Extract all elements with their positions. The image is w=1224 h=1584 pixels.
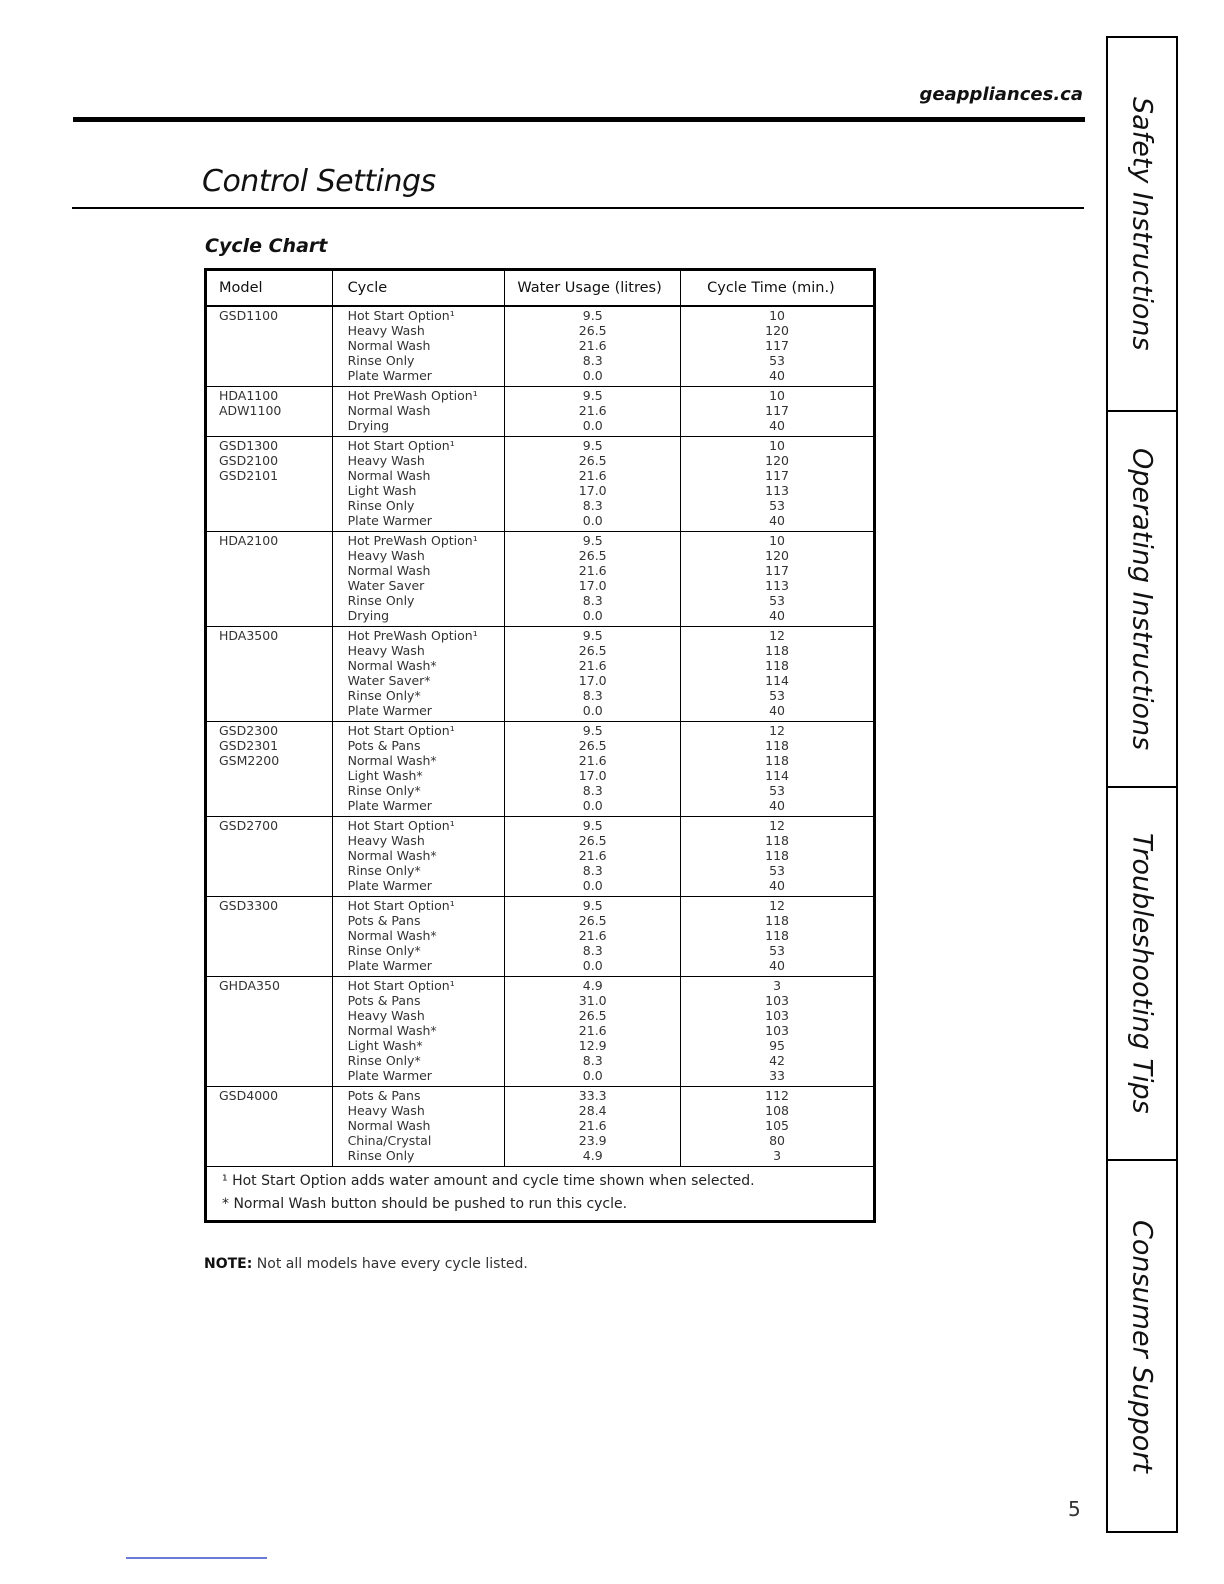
cycle-name: Light Wash* — [347, 768, 423, 783]
model-name: GSD2300 — [219, 723, 279, 738]
section-title: Cycle Chart — [205, 235, 328, 257]
model-name: GSD2101 — [219, 468, 279, 483]
model-name: GSD4000 — [219, 1088, 279, 1103]
cycle-name: Rinse Only* — [347, 1053, 421, 1068]
model-name: GSM2200 — [219, 753, 280, 768]
cycle-name: Rinse Only* — [347, 688, 421, 703]
water-usage-value: 8.3 — [582, 1053, 603, 1068]
cycle-name: Rinse Only — [347, 353, 415, 368]
section-tabs — [1106, 36, 1178, 1533]
water-usage-value: 33.3 — [578, 1088, 607, 1103]
cycle-name: Plate Warmer — [347, 368, 432, 383]
cycle-time-value: 95 — [769, 1038, 785, 1053]
link-underline — [126, 1557, 267, 1559]
cycle-cell — [332, 897, 505, 977]
water-usage-value: 0.0 — [582, 703, 603, 718]
cycle-name: Hot PreWash Option¹ — [347, 533, 478, 548]
cycle-name: Normal Wash* — [347, 928, 437, 943]
water-usage-value: 0.0 — [582, 958, 603, 973]
page-title: Control Settings — [202, 164, 436, 199]
cycle-time-value: 118 — [765, 928, 789, 943]
water-usage-value: 17.0 — [578, 578, 607, 593]
cycle-time-value: 118 — [765, 913, 789, 928]
footnotes — [206, 1167, 875, 1222]
cycle-name: Rinse Only* — [347, 943, 421, 958]
water-usage-value: 21.6 — [578, 1023, 607, 1038]
cycle-name: Hot Start Option¹ — [347, 308, 455, 323]
model-name: HDA3500 — [219, 628, 279, 643]
table-header-row — [206, 270, 875, 307]
water-usage-cell — [505, 722, 681, 817]
water-usage-value: 26.5 — [578, 548, 607, 563]
cycle-name: Drying — [347, 608, 390, 623]
cycle-time-value: 118 — [765, 643, 789, 658]
model-name: GSD1100 — [219, 308, 279, 323]
column-header-cycle: Cycle — [332, 270, 505, 307]
water-usage-value: 26.5 — [578, 643, 607, 658]
water-usage-value: 21.6 — [578, 403, 607, 418]
cycle-time-value: 120 — [765, 453, 789, 468]
cycle-name: Heavy Wash — [347, 323, 425, 338]
water-usage-cell — [505, 627, 681, 722]
cycle-time-value: 117 — [765, 563, 789, 578]
water-usage-value: 23.9 — [578, 1133, 607, 1148]
model-name: GSD2301 — [219, 738, 279, 753]
cycle-name: Rinse Only — [347, 593, 415, 608]
cycle-name: Normal Wash — [347, 403, 431, 418]
cycle-time-value: 3 — [773, 978, 782, 993]
water-usage-value: 0.0 — [582, 368, 603, 383]
cycle-time-cell — [681, 387, 875, 437]
cycle-time-value: 118 — [765, 658, 789, 673]
cycle-time-cell — [681, 532, 875, 627]
column-header-water-usage: Water Usage (litres) — [505, 270, 681, 307]
cycle-time-value: 40 — [769, 368, 785, 383]
cycle-time-value: 105 — [765, 1118, 789, 1133]
model-name: GSD2100 — [219, 453, 279, 468]
model-cell — [206, 1087, 333, 1167]
cycle-name: Hot PreWash Option¹ — [347, 628, 478, 643]
cycle-time-value: 40 — [769, 878, 785, 893]
water-usage-value: 21.6 — [578, 753, 607, 768]
model-name: HDA2100 — [219, 533, 279, 548]
cycle-name: Hot Start Option¹ — [347, 898, 455, 913]
water-usage-value: 28.4 — [578, 1103, 607, 1118]
model-cell — [206, 817, 333, 897]
water-usage-value: 9.5 — [582, 628, 603, 643]
tab-label: Troubleshooting Tips — [1126, 833, 1158, 1114]
cycle-cell — [332, 722, 505, 817]
cycle-name: Normal Wash — [347, 563, 431, 578]
water-usage-value: 0.0 — [582, 418, 603, 433]
cycle-time-value: 118 — [765, 833, 789, 848]
cycle-name: Pots & Pans — [347, 993, 421, 1008]
cycle-time-value: 117 — [765, 403, 789, 418]
water-usage-value: 26.5 — [578, 453, 607, 468]
cycle-time-value: 103 — [765, 1023, 789, 1038]
cycle-name: Normal Wash — [347, 1118, 431, 1133]
cycle-name: Heavy Wash — [347, 1008, 425, 1023]
cycle-time-value: 113 — [765, 483, 789, 498]
footnote-normal-wash: * Normal Wash button should be pushed to run this cycle. — [222, 1196, 628, 1212]
cycle-chart-table — [204, 268, 876, 1223]
cycle-name: Plate Warmer — [347, 1068, 432, 1083]
tab-label: Operating Instructions — [1126, 447, 1158, 751]
water-usage-value: 4.9 — [582, 978, 603, 993]
cycle-time-cell — [681, 306, 875, 387]
cycle-time-value: 40 — [769, 418, 785, 433]
water-usage-value: 9.5 — [582, 533, 603, 548]
water-usage-cell — [505, 817, 681, 897]
model-cell — [206, 897, 333, 977]
cycle-time-cell — [681, 627, 875, 722]
cycle-time-value: 117 — [765, 468, 789, 483]
cycle-name: Normal Wash — [347, 338, 431, 353]
cycle-time-value: 40 — [769, 513, 785, 528]
note-label: NOTE: — [204, 1256, 253, 1272]
footnote-row — [206, 1167, 875, 1222]
cycle-time-value: 108 — [765, 1103, 789, 1118]
cycle-name: Rinse Only — [347, 498, 415, 513]
cycle-cell — [332, 627, 505, 722]
cycle-time-value: 33 — [769, 1068, 785, 1083]
water-usage-value: 17.0 — [578, 483, 607, 498]
water-usage-value: 0.0 — [582, 513, 603, 528]
water-usage-value: 9.5 — [582, 723, 603, 738]
cycle-name: Light Wash — [347, 483, 417, 498]
model-cell — [206, 722, 333, 817]
cycle-time-cell — [681, 817, 875, 897]
water-usage-value: 0.0 — [582, 1068, 603, 1083]
model-name: ADW1100 — [219, 403, 282, 418]
cycle-name: Plate Warmer — [347, 703, 432, 718]
cycle-name: Normal Wash* — [347, 848, 437, 863]
cycle-time-value: 53 — [769, 863, 785, 878]
water-usage-cell — [505, 1087, 681, 1167]
cycle-time-value: 53 — [769, 783, 785, 798]
tab-troubleshooting-tips[interactable] — [1108, 788, 1176, 1161]
water-usage-value: 17.0 — [578, 673, 607, 688]
cycle-name: Normal Wash* — [347, 753, 437, 768]
cycle-name: Rinse Only* — [347, 863, 421, 878]
tab-operating-instructions[interactable] — [1108, 412, 1176, 788]
cycle-time-value: 53 — [769, 688, 785, 703]
note-text: Not all models have every cycle listed. — [252, 1256, 528, 1272]
model-name: HDA1100 — [219, 388, 279, 403]
cycle-time-value: 53 — [769, 498, 785, 513]
water-usage-value: 9.5 — [582, 898, 603, 913]
cycle-name: China/Crystal — [347, 1133, 432, 1148]
cycle-time-value: 40 — [769, 608, 785, 623]
cycle-name: Hot Start Option¹ — [347, 818, 455, 833]
table-row — [206, 817, 875, 897]
cycle-time-value: 113 — [765, 578, 789, 593]
cycle-name: Heavy Wash — [347, 1103, 425, 1118]
cycle-name: Pots & Pans — [347, 1088, 421, 1103]
water-usage-value: 9.5 — [582, 388, 603, 403]
water-usage-value: 21.6 — [578, 338, 607, 353]
cycle-cell — [332, 977, 505, 1087]
water-usage-value: 0.0 — [582, 608, 603, 623]
table-row — [206, 1087, 875, 1167]
site-url[interactable]: geappliances.ca — [919, 84, 1083, 105]
cycle-name: Drying — [347, 418, 390, 433]
cycle-time-value: 10 — [769, 308, 785, 323]
table-row — [206, 387, 875, 437]
cycle-name: Water Saver* — [347, 673, 431, 688]
cycle-name: Normal Wash* — [347, 1023, 437, 1038]
table-row — [206, 437, 875, 532]
cycle-name: Plate Warmer — [347, 513, 432, 528]
cycle-time-value: 118 — [765, 753, 789, 768]
cycle-time-value: 103 — [765, 993, 789, 1008]
cycle-time-value: 112 — [765, 1088, 789, 1103]
water-usage-value: 8.3 — [582, 593, 603, 608]
water-usage-value: 21.6 — [578, 563, 607, 578]
cycle-time-value: 10 — [769, 533, 785, 548]
cycle-name: Pots & Pans — [347, 738, 421, 753]
water-usage-value: 17.0 — [578, 768, 607, 783]
water-usage-value: 8.3 — [582, 688, 603, 703]
tab-consumer-support[interactable] — [1108, 1161, 1176, 1531]
header-rule — [73, 117, 1085, 122]
water-usage-value: 9.5 — [582, 818, 603, 833]
water-usage-value: 9.5 — [582, 308, 603, 323]
cycle-time-value: 118 — [765, 848, 789, 863]
table-row — [206, 977, 875, 1087]
model-cell — [206, 977, 333, 1087]
cycle-cell — [332, 387, 505, 437]
water-usage-value: 8.3 — [582, 863, 603, 878]
cycle-name: Hot Start Option¹ — [347, 438, 455, 453]
table-row — [206, 306, 875, 387]
water-usage-value: 21.6 — [578, 658, 607, 673]
cycle-name: Heavy Wash — [347, 453, 425, 468]
water-usage-value: 4.9 — [582, 1148, 603, 1163]
cycle-time-value: 10 — [769, 438, 785, 453]
model-cell — [206, 437, 333, 532]
water-usage-value: 26.5 — [578, 1008, 607, 1023]
cycle-cell — [332, 817, 505, 897]
cycle-cell — [332, 306, 505, 387]
cycle-name: Hot PreWash Option¹ — [347, 388, 478, 403]
water-usage-value: 26.5 — [578, 833, 607, 848]
cycle-time-cell — [681, 722, 875, 817]
cycle-time-value: 53 — [769, 593, 785, 608]
cycle-time-value: 80 — [769, 1133, 785, 1148]
note — [204, 1256, 528, 1272]
cycle-time-value: 118 — [765, 738, 789, 753]
cycle-cell — [332, 437, 505, 532]
cycle-name: Plate Warmer — [347, 958, 432, 973]
cycle-time-cell — [681, 1087, 875, 1167]
model-cell — [206, 306, 333, 387]
cycle-name: Heavy Wash — [347, 833, 425, 848]
cycle-name: Rinse Only* — [347, 783, 421, 798]
water-usage-cell — [505, 977, 681, 1087]
water-usage-cell — [505, 387, 681, 437]
cycle-time-value: 3 — [773, 1148, 782, 1163]
model-name: GSD1300 — [219, 438, 279, 453]
water-usage-value: 8.3 — [582, 353, 603, 368]
model-cell — [206, 532, 333, 627]
tab-label: Consumer Support — [1126, 1219, 1158, 1473]
cycle-time-value: 114 — [765, 768, 789, 783]
cycle-time-value: 12 — [769, 818, 785, 833]
cycle-time-value: 53 — [769, 353, 785, 368]
cycle-name: Hot Start Option¹ — [347, 723, 455, 738]
cycle-time-value: 53 — [769, 943, 785, 958]
cycle-name: Rinse Only — [347, 1148, 415, 1163]
model-name: GSD3300 — [219, 898, 279, 913]
model-cell — [206, 627, 333, 722]
cycle-name: Plate Warmer — [347, 798, 432, 813]
cycle-time-value: 120 — [765, 548, 789, 563]
water-usage-value: 8.3 — [582, 783, 603, 798]
water-usage-value: 8.3 — [582, 498, 603, 513]
water-usage-cell — [505, 437, 681, 532]
cycle-time-value: 103 — [765, 1008, 789, 1023]
page-number: 5 — [1068, 1497, 1081, 1521]
cycle-name: Hot Start Option¹ — [347, 978, 455, 993]
tab-label: Safety Instructions — [1126, 97, 1158, 351]
model-cell — [206, 387, 333, 437]
title-rule — [72, 207, 1084, 209]
cycle-time-cell — [681, 977, 875, 1087]
water-usage-value: 12.9 — [578, 1038, 607, 1053]
cycle-name: Heavy Wash — [347, 548, 425, 563]
cycle-name: Heavy Wash — [347, 643, 425, 658]
cycle-time-cell — [681, 897, 875, 977]
table-row — [206, 722, 875, 817]
water-usage-value: 0.0 — [582, 878, 603, 893]
cycle-time-cell — [681, 437, 875, 532]
table-body — [206, 306, 875, 1167]
water-usage-cell — [505, 532, 681, 627]
water-usage-value: 0.0 — [582, 798, 603, 813]
cycle-cell — [332, 532, 505, 627]
tab-safety-instructions[interactable] — [1108, 38, 1176, 412]
table-row — [206, 627, 875, 722]
cycle-name: Normal Wash — [347, 468, 431, 483]
cycle-cell — [332, 1087, 505, 1167]
water-usage-value: 26.5 — [578, 323, 607, 338]
water-usage-value: 21.6 — [578, 468, 607, 483]
water-usage-value: 26.5 — [578, 913, 607, 928]
water-usage-value: 21.6 — [578, 1118, 607, 1133]
water-usage-value: 21.6 — [578, 928, 607, 943]
cycle-time-value: 40 — [769, 703, 785, 718]
cycle-time-value: 40 — [769, 798, 785, 813]
cycle-time-value: 12 — [769, 898, 785, 913]
water-usage-value: 21.6 — [578, 848, 607, 863]
cycle-time-value: 12 — [769, 628, 785, 643]
water-usage-cell — [505, 897, 681, 977]
column-header-cycle-time: Cycle Time (min.) — [681, 270, 875, 307]
model-name: GSD2700 — [219, 818, 279, 833]
water-usage-value: 8.3 — [582, 943, 603, 958]
table-row — [206, 897, 875, 977]
cycle-time-value: 10 — [769, 388, 785, 403]
cycle-name: Light Wash* — [347, 1038, 423, 1053]
cycle-name: Normal Wash* — [347, 658, 437, 673]
water-usage-value: 9.5 — [582, 438, 603, 453]
water-usage-value: 31.0 — [578, 993, 607, 1008]
footnote-hot-start: ¹ Hot Start Option adds water amount and cycle time shown when selected. — [222, 1173, 755, 1189]
cycle-time-value: 40 — [769, 958, 785, 973]
cycle-time-value: 117 — [765, 338, 789, 353]
cycle-time-value: 12 — [769, 723, 785, 738]
cycle-time-value: 42 — [769, 1053, 785, 1068]
water-usage-cell — [505, 306, 681, 387]
cycle-time-value: 120 — [765, 323, 789, 338]
model-name: GHDA350 — [219, 978, 280, 993]
cycle-name: Water Saver — [347, 578, 425, 593]
cycle-name: Plate Warmer — [347, 878, 432, 893]
column-header-model: Model — [206, 270, 333, 307]
water-usage-value: 26.5 — [578, 738, 607, 753]
cycle-name: Pots & Pans — [347, 913, 421, 928]
cycle-time-value: 114 — [765, 673, 789, 688]
table-row — [206, 532, 875, 627]
